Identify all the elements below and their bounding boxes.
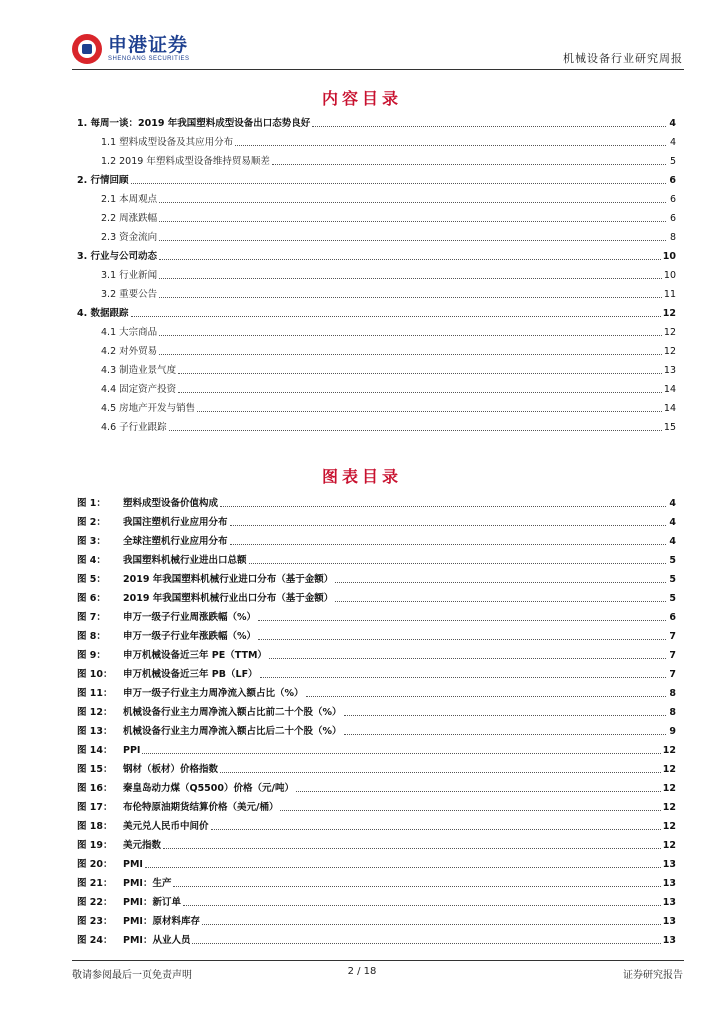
figure-entry[interactable] — [77, 665, 676, 681]
toc-entry[interactable] — [101, 152, 676, 168]
leader-dots — [159, 334, 662, 336]
figure-label: 申万一级子行业主力周净流入额占比（%） — [123, 688, 304, 699]
figure-entry[interactable] — [77, 532, 676, 548]
figure-page: 8 — [669, 688, 676, 699]
figure-label: 钢材（板材）价格指数 — [123, 764, 219, 775]
toc-entry-page: 14 — [663, 384, 676, 395]
toc-entry-label: 2.2 周涨跌幅 — [101, 213, 158, 224]
leader-dots — [145, 866, 661, 868]
leader-dots — [197, 410, 662, 412]
toc-entry[interactable] — [101, 190, 676, 206]
figure-label: PMI：原材料库存 — [123, 916, 200, 927]
figure-number: 图 15： — [77, 764, 113, 775]
toc-entry-label: 4.3 制造业景气度 — [101, 365, 177, 376]
toc-entry-page: 12 — [663, 327, 676, 338]
figure-entry[interactable] — [77, 627, 676, 643]
leader-dots — [230, 524, 666, 526]
figure-entry[interactable] — [77, 931, 676, 947]
figure-label: PMI — [123, 859, 143, 870]
toc-entry-label: 3. 行业与公司动态 — [77, 251, 158, 262]
figure-label: 机械设备行业主力周净流入额占比前二十个股（%） — [123, 707, 342, 718]
figure-label: 我国注塑机行业应用分布 — [123, 517, 228, 528]
figure-page: 4 — [669, 517, 676, 528]
figure-label: PMI：新订单 — [123, 897, 181, 908]
leader-dots — [280, 809, 660, 811]
toc-entry-label: 4.5 房地产开发与销售 — [101, 403, 196, 414]
figure-number: 图 2： — [77, 517, 106, 528]
page-number: 2 / 18 — [347, 966, 377, 977]
figure-label: 秦皇岛动力煤（Q5500）价格（元/吨） — [123, 783, 294, 794]
company-logo — [72, 34, 190, 64]
toc-entry[interactable] — [101, 285, 676, 301]
figure-number: 图 9： — [77, 650, 106, 661]
figure-number: 图 20： — [77, 859, 113, 870]
leader-dots — [159, 277, 662, 279]
toc-entry-page: 4 — [669, 118, 676, 129]
figure-page: 7 — [669, 669, 676, 680]
figure-number: 图 24： — [77, 935, 113, 946]
toc-entry-label: 1. 每周一谈：2019 年我国塑料成型设备出口态势良好 — [77, 118, 311, 129]
toc-entry[interactable] — [101, 418, 676, 434]
leader-dots — [235, 144, 666, 146]
figure-entry[interactable] — [77, 722, 676, 738]
toc-entry[interactable] — [101, 342, 676, 358]
toc-entry-page: 12 — [663, 346, 676, 357]
leader-dots — [211, 828, 661, 830]
figure-number: 图 1： — [77, 498, 106, 509]
toc-entry[interactable] — [77, 171, 676, 187]
leader-dots — [173, 885, 660, 887]
toc-entry-label: 4. 数据跟踪 — [77, 308, 129, 319]
figure-entry[interactable] — [77, 513, 676, 529]
figure-entry[interactable] — [77, 779, 676, 795]
figure-number: 图 10： — [77, 669, 113, 680]
leader-dots — [131, 182, 666, 184]
footer-divider — [72, 960, 684, 961]
toc-entry-page: 6 — [669, 175, 676, 186]
toc-entry[interactable] — [77, 114, 676, 130]
leader-dots — [260, 676, 666, 678]
toc-entry[interactable] — [101, 209, 676, 225]
toc-entry-label: 4.6 子行业跟踪 — [101, 422, 167, 433]
figure-number: 图 4： — [77, 555, 106, 566]
figure-page: 5 — [669, 574, 676, 585]
contents-title: 内容目录 — [321, 89, 402, 108]
toc-entry[interactable] — [101, 380, 676, 396]
figure-number: 图 13： — [77, 726, 113, 737]
figure-number: 图 11： — [77, 688, 113, 699]
figure-label: 2019 年我国塑料机械行业出口分布（基于金额） — [123, 593, 334, 604]
toc-entry-page: 6 — [669, 194, 676, 205]
figure-label: 2019 年我国塑料机械行业进口分布（基于金额） — [123, 574, 334, 585]
figure-number: 图 23： — [77, 916, 113, 927]
toc-entry-page: 10 — [662, 251, 676, 262]
logo-cn: 申港证券 — [108, 34, 189, 56]
figure-number: 图 7： — [77, 612, 106, 623]
toc-entry-page: 11 — [663, 289, 676, 300]
leader-dots — [159, 258, 661, 260]
toc-entry-label: 3.2 重要公告 — [101, 289, 158, 300]
toc-entry-page: 10 — [663, 270, 676, 281]
toc-entry-page: 5 — [669, 156, 676, 167]
figure-number: 图 5： — [77, 574, 106, 585]
report-type: 机械设备行业研究周报 — [563, 52, 683, 65]
figure-label: 美元指数 — [123, 840, 162, 851]
toc-entry-label: 4.1 大宗商品 — [101, 327, 158, 338]
figure-page: 7 — [669, 650, 676, 661]
page-header — [0, 0, 724, 72]
figure-number: 图 17： — [77, 802, 113, 813]
leader-dots — [163, 847, 661, 849]
figure-entry[interactable] — [77, 703, 676, 719]
leader-dots — [344, 714, 666, 716]
figure-entry[interactable] — [77, 893, 676, 909]
toc-entry[interactable] — [101, 361, 676, 377]
leader-dots — [159, 239, 666, 241]
figure-label: 我国塑料机械行业进出口总额 — [123, 555, 247, 566]
leader-dots — [159, 296, 662, 298]
leader-dots — [344, 733, 666, 735]
toc-entry-label: 1.2 2019 年塑料成型设备维持贸易顺差 — [101, 156, 270, 167]
figure-entry[interactable] — [77, 741, 676, 757]
logo-mark-icon — [72, 34, 102, 64]
figure-page: 12 — [662, 764, 676, 775]
figure-entry[interactable] — [77, 855, 676, 871]
leader-dots — [269, 657, 666, 659]
figure-label: 机械设备行业主力周净流入额占比后二十个股（%） — [123, 726, 342, 737]
figure-page: 4 — [669, 536, 676, 547]
leader-dots — [306, 695, 666, 697]
toc-entry-label: 4.4 固定资产投资 — [101, 384, 177, 395]
figure-page: 12 — [662, 783, 676, 794]
figures-title: 图表目录 — [321, 467, 402, 486]
figure-entry[interactable] — [77, 684, 676, 700]
figure-label: 全球注塑机行业应用分布 — [123, 536, 228, 547]
leader-dots — [220, 771, 661, 773]
toc-entry-label: 1.1 塑料成型设备及其应用分布 — [101, 137, 234, 148]
toc-entry-page: 12 — [662, 308, 676, 319]
figure-entry[interactable] — [77, 874, 676, 890]
toc-entry[interactable] — [101, 399, 676, 415]
figure-number: 图 6： — [77, 593, 106, 604]
figure-entry[interactable] — [77, 494, 676, 510]
figure-label: PMI：从业人员 — [123, 935, 191, 946]
figure-page: 12 — [662, 821, 676, 832]
footer-disclaimer: 敬请参阅最后一页免责声明 — [72, 970, 192, 981]
figure-entry[interactable] — [77, 912, 676, 928]
leader-dots — [178, 372, 662, 374]
figure-entry[interactable] — [77, 589, 676, 605]
figure-number: 图 3： — [77, 536, 106, 547]
logo-text — [108, 35, 190, 63]
leader-dots — [272, 163, 666, 165]
leader-dots — [159, 220, 666, 222]
figure-label: 塑料成型设备价值构成 — [123, 498, 219, 509]
leader-dots — [169, 429, 662, 431]
figure-page: 13 — [662, 916, 676, 927]
leader-dots — [159, 353, 662, 355]
toc-entry-page: 4 — [669, 137, 676, 148]
figure-page: 13 — [662, 859, 676, 870]
toc-entry-page: 8 — [669, 232, 676, 243]
toc-entry[interactable] — [77, 247, 676, 263]
leader-dots — [178, 391, 662, 393]
leader-dots — [335, 581, 666, 583]
figure-number: 图 14： — [77, 745, 113, 756]
toc-entry[interactable] — [101, 133, 676, 149]
toc-entry-label: 3.1 行业新闻 — [101, 270, 158, 281]
figure-entry[interactable] — [77, 760, 676, 776]
figure-number: 图 18： — [77, 821, 113, 832]
leader-dots — [258, 638, 666, 640]
figure-page: 5 — [669, 555, 676, 566]
figure-entry[interactable] — [77, 646, 676, 662]
leader-dots — [296, 790, 661, 792]
figure-page: 12 — [662, 802, 676, 813]
leader-dots — [335, 600, 666, 602]
figure-number: 图 8： — [77, 631, 106, 642]
figure-number: 图 16： — [77, 783, 113, 794]
figure-page: 12 — [662, 745, 676, 756]
figure-entry[interactable] — [77, 817, 676, 833]
figure-label: 申万机械设备近三年 PE（TTM） — [123, 650, 267, 661]
figure-label: PMI：生产 — [123, 878, 172, 889]
leader-dots — [202, 923, 661, 925]
figure-page: 8 — [669, 707, 676, 718]
toc-entry-label: 4.2 对外贸易 — [101, 346, 158, 357]
toc-entry-page: 14 — [663, 403, 676, 414]
figure-page: 13 — [662, 935, 676, 946]
toc-entry-label: 2.3 资金流向 — [101, 232, 158, 243]
figure-entry[interactable] — [77, 608, 676, 624]
figure-number: 图 19： — [77, 840, 113, 851]
figure-number: 图 12： — [77, 707, 113, 718]
leader-dots — [131, 315, 661, 317]
figure-number: 图 21： — [77, 878, 113, 889]
leader-dots — [220, 505, 666, 507]
figure-label: 申万机械设备近三年 PB（LF） — [123, 669, 258, 680]
figure-page: 4 — [669, 498, 676, 509]
figure-number: 图 22： — [77, 897, 113, 908]
toc-entry-page: 6 — [669, 213, 676, 224]
figure-entry[interactable] — [77, 836, 676, 852]
toc-entry[interactable] — [77, 304, 676, 320]
toc-entry[interactable] — [101, 323, 676, 339]
toc-entry-page: 15 — [663, 422, 676, 433]
figure-entry[interactable] — [77, 570, 676, 586]
figure-label: PPI — [123, 745, 141, 756]
toc-entry-label: 2.1 本周观点 — [101, 194, 158, 205]
leader-dots — [142, 752, 660, 754]
toc-entry[interactable] — [101, 228, 676, 244]
figure-page: 13 — [662, 878, 676, 889]
leader-dots — [192, 942, 660, 944]
toc-entry[interactable] — [101, 266, 676, 282]
leader-dots — [258, 619, 666, 621]
figure-page: 7 — [669, 631, 676, 642]
figure-label: 美元兑人民币中间价 — [123, 821, 209, 832]
figure-label: 申万一级子行业年涨跌幅（%） — [123, 631, 257, 642]
header-divider — [72, 69, 684, 70]
toc-entry-page: 13 — [663, 365, 676, 376]
figure-page: 12 — [662, 840, 676, 851]
leader-dots — [159, 201, 666, 203]
figure-label: 申万一级子行业周涨跌幅（%） — [123, 612, 257, 623]
figure-page: 6 — [669, 612, 676, 623]
figure-entry[interactable] — [77, 798, 676, 814]
figure-label: 布伦特原油期货结算价格（美元/桶） — [123, 802, 279, 813]
figure-page: 5 — [669, 593, 676, 604]
logo-en: SHENGANG SECURITIES — [108, 56, 190, 62]
figure-page: 9 — [669, 726, 676, 737]
footer-report-label: 证券研究报告 — [623, 970, 683, 981]
leader-dots — [312, 125, 666, 127]
leader-dots — [183, 904, 661, 906]
leader-dots — [249, 562, 666, 564]
figure-page: 13 — [662, 897, 676, 908]
toc-entry-label: 2. 行情回顾 — [77, 175, 129, 186]
leader-dots — [230, 543, 666, 545]
figure-entry[interactable] — [77, 551, 676, 567]
